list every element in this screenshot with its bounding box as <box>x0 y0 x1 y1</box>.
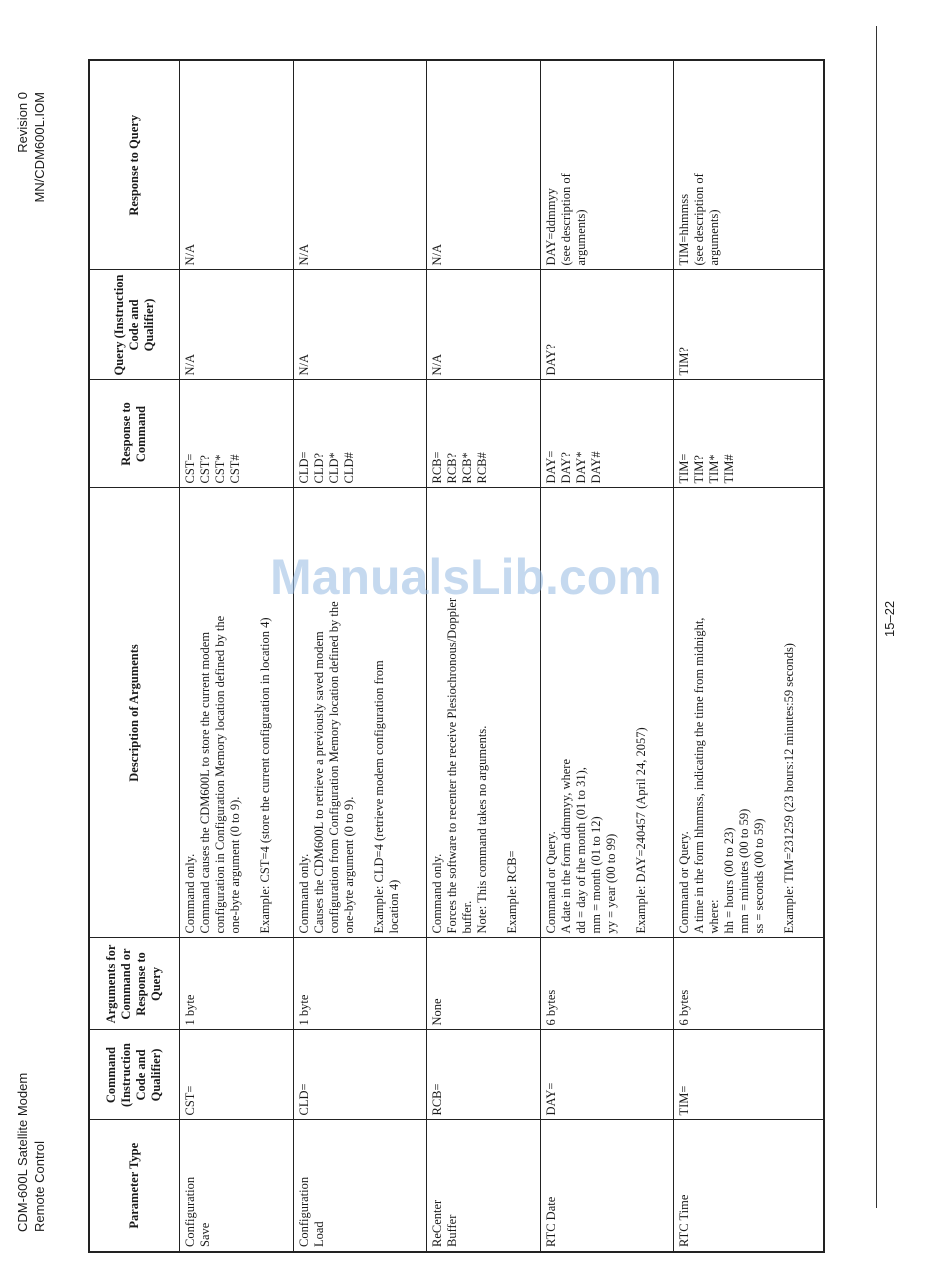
page-number: 15–22 <box>882 600 897 637</box>
response-query-cell: DAY=ddmmyy (see description of arguments) <box>541 60 673 270</box>
arguments-cell: 1 byte <box>179 938 294 1030</box>
table-row <box>426 60 541 1252</box>
param-type-cell: Configuration Save <box>179 1120 294 1252</box>
command-table-wrapper <box>88 61 825 1253</box>
col-header-description: Description of Arguments <box>89 488 179 938</box>
col-header-command: Command (Instruction Code and Qualifier) <box>89 1030 179 1120</box>
description-cell: Command only. Forces the software to recenter the receive Plesiochronous/Doppler buffer. Note: This command takes no arguments. Example: RCB= <box>426 488 541 938</box>
page-rule <box>876 26 877 1208</box>
section-title: Remote Control <box>32 1140 47 1232</box>
table-row <box>673 60 824 1252</box>
arguments-cell: 1 byte <box>294 938 426 1030</box>
command-table <box>88 59 825 1253</box>
param-type-cell: ReCenter Buffer <box>426 1120 541 1252</box>
response-command-cell: DAY= DAY? DAY* DAY# <box>541 380 673 488</box>
query-cell: N/A <box>294 270 426 380</box>
param-type-cell: RTC Date <box>541 1120 673 1252</box>
description-cell: Command or Query. A date in the form ddmmyy, where dd = day of the month (01 to 31), mm = month (01 to 12) yy = year (00 to 99) Example: DAY=240457 (April 24, 2057) <box>541 488 673 938</box>
arguments-cell: None <box>426 938 541 1030</box>
col-header-response-to-query: Response to Query <box>89 60 179 270</box>
response-query-cell: TIM=hhmmss (see description of arguments) <box>673 60 824 270</box>
response-command-cell: CLD= CLD? CLD* CLD# <box>294 380 426 488</box>
table-row <box>294 60 426 1252</box>
table-header-row <box>89 60 179 1252</box>
description-cell: Command only. Command causes the CDM600L to store the current modem configuration in Configuration Memory location defined by the one-byte argument (0 to 9). Example: CST=4 (store the current configuration in location 4) <box>179 488 294 938</box>
product-title: CDM-600L Satellite Modem <box>15 1072 30 1232</box>
arguments-cell: 6 bytes <box>673 938 824 1030</box>
param-type-cell: Configuration Load <box>294 1120 426 1252</box>
response-query-cell: N/A <box>179 60 294 270</box>
command-cell: RCB= <box>426 1030 541 1120</box>
arguments-cell: 6 bytes <box>541 938 673 1030</box>
response-query-cell: N/A <box>426 60 541 270</box>
query-cell: N/A <box>179 270 294 380</box>
param-type-cell: RTC Time <box>673 1120 824 1252</box>
query-cell: N/A <box>426 270 541 380</box>
col-header-query: Query (Instruction Code and Qualifier) <box>89 270 179 380</box>
document-header <box>14 92 48 228</box>
response-command-cell: RCB= RCB? RCB* RCB# <box>426 380 541 488</box>
description-cell: Command or Query. A time in the form hhmmss, indicating the time from midnight, where: hh = hours (00 to 23) mm = minutes (00 to 59) ss = seconds (00 to 59) Example: TIM=231259 (23 hours:12 minutes:59 seconds) <box>673 488 824 938</box>
command-cell: DAY= <box>541 1030 673 1120</box>
revision-label: Revision 0 <box>15 92 30 153</box>
watermark-text: ManualsLib.com <box>270 549 662 605</box>
command-cell: CLD= <box>294 1030 426 1120</box>
command-cell: TIM= <box>673 1030 824 1120</box>
response-command-cell: TIM= TIM? TIM* TIM# <box>673 380 824 488</box>
col-header-arguments: Arguments for Command or Response to Query <box>89 938 179 1030</box>
response-command-cell: CST= CST? CST* CST# <box>179 380 294 488</box>
product-header <box>14 1073 48 1232</box>
doc-number: MN/CDM600L.IOM <box>32 92 47 203</box>
table-row <box>541 60 673 1252</box>
col-header-parameter-type: Parameter Type <box>89 1120 179 1252</box>
table-row <box>179 60 294 1252</box>
command-cell: CST= <box>179 1030 294 1120</box>
query-cell: DAY? <box>541 270 673 380</box>
description-cell: Command only. Causes the CDM600L to retrieve a previously saved modem configuration from Configuration Memory location defined by the one-byte argument (0 to 9). Example: CLD=4 (retrieve modem configuration from location 4) <box>294 488 426 938</box>
response-query-cell: N/A <box>294 60 426 270</box>
query-cell: TIM? <box>673 270 824 380</box>
col-header-response-to-command: Response to Command <box>89 380 179 488</box>
